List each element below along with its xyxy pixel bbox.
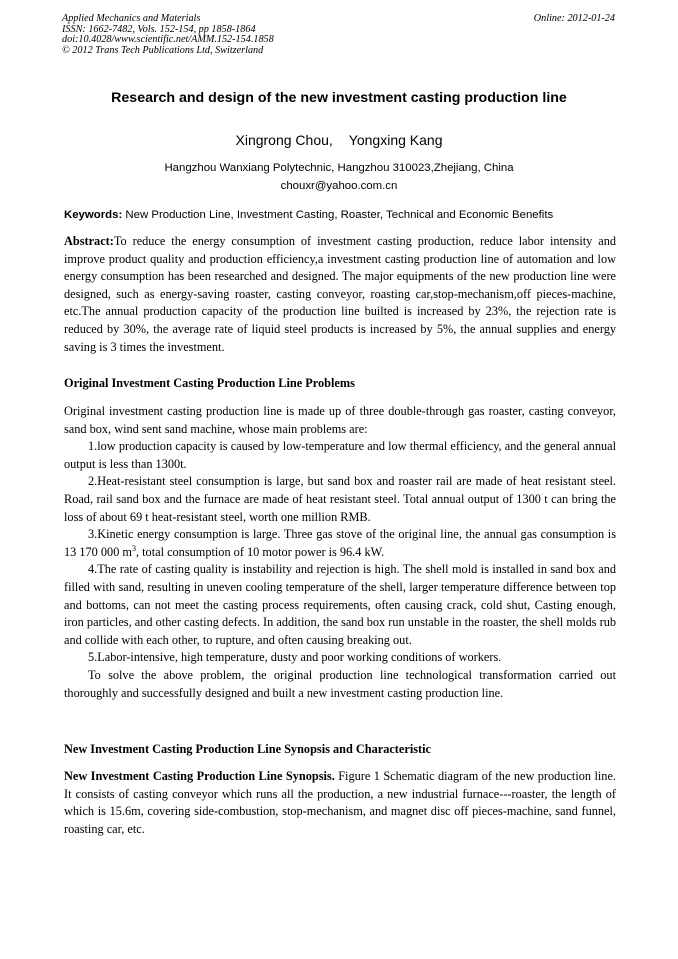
journal-header bbox=[62, 14, 615, 56]
section-heading: New Investment Casting Production Line Synopsis and Characteristic bbox=[64, 742, 431, 756]
author-name: Xingrong Chou, bbox=[235, 132, 333, 148]
email: chouxr@yahoo.com.cn bbox=[280, 180, 398, 192]
online-date: Online: 2012-01-24 bbox=[533, 13, 615, 24]
affiliation-block bbox=[20, 159, 658, 195]
list-item-text: 3.Kinetic energy consumption is large. Three gas stove of the original line, the annual gas consumption is 13 170 000 m bbox=[64, 527, 616, 559]
keywords-text: New Production Line, Investment Casting, Roaster, Technical and Economic Benefits bbox=[122, 209, 554, 221]
abstract-text: To reduce the energy consumption of investment casting production, reduce labor intensity and improve product quality and production efficiency,a investment casting production line of automation and low energy consumption has been researched and designed. The major equipments of the new production line were designed, such as energy-saving roaster, casting conveyor, roasting car,stop-mechanism,off pieces-machine, etc.The annual production capacity of the production line builted is increased by 23%, the rejection rate is reduced by 30%, the average rate of liquid steel products is increased by 5%, the annual supplies and energy saving is 3 times the investment. bbox=[64, 234, 616, 354]
author-list bbox=[20, 132, 658, 148]
list-item: 5.Labor-intensive, high temperature, dusty and poor working conditions of workers. bbox=[88, 650, 502, 665]
list-item: 1.low production capacity is caused by low-temperature and low thermal efficiency, and the general annual output is less than 1300t. bbox=[64, 439, 616, 471]
section-body bbox=[64, 768, 616, 838]
keywords bbox=[64, 209, 616, 221]
author-name: Yongxing Kang bbox=[348, 132, 443, 148]
abstract bbox=[64, 233, 616, 356]
list-item: 2.Heat-resistant steel consumption is large, but sand box and roaster rail are made of heat resistant steel. Road, rail sand box and the furnace are made of heat resistant steel. Total annual output of 1300 t can bring the loss of about 69 t heat-resistant steel, worth one million RMB. bbox=[64, 474, 616, 524]
section-heading: Original Investment Casting Production Line Problems bbox=[64, 376, 355, 390]
list-item bbox=[64, 526, 616, 561]
copyright-line: © 2012 Trans Tech Publications Ltd, Switzerland bbox=[62, 44, 264, 56]
affiliation: Hangzhou Wanxiang Polytechnic, Hangzhou 310023,Zhejiang, China bbox=[164, 162, 514, 174]
section-body bbox=[64, 403, 616, 702]
paragraph: Figure 1 Schematic diagram of the new production line. It consists of casting conveyor which runs all the production, a new industrial furnace---roaster, the length of which is 15.6m, covering side-combustion, stop-mechanism, and magnet disc off pieces-machine, sand funnel, roasting car, etc. bbox=[64, 769, 616, 836]
paragraph: Original investment casting production line is made up of three double-through gas roaster, casting conveyor, sand box, wind sent sand machine, whose main problems are: bbox=[64, 404, 616, 436]
journal-name: Applied Mechanics and Materials bbox=[62, 13, 201, 24]
subsection-label: New Investment Casting Production Line Synopsis. bbox=[64, 769, 335, 783]
doi-line: doi:10.4028/www.scientific.net/AMM.152-154.1858 bbox=[62, 34, 274, 46]
issn-line: ISSN: 1662-7482, Vols. 152-154, pp 1858-1864 bbox=[62, 23, 256, 35]
paper-title: Research and design of the new investment casting production line bbox=[111, 90, 567, 106]
keywords-label: Keywords: bbox=[64, 209, 123, 221]
paragraph: To solve the above problem, the original production line technological transformation carried out thoroughly and successfully designed and built a new investment casting production line. bbox=[64, 667, 616, 700]
superscript: 3 bbox=[131, 543, 136, 553]
list-item-text: , total consumption of 10 motor power is 96.4 kW. bbox=[135, 544, 385, 559]
abstract-label: Abstract: bbox=[64, 234, 114, 248]
list-item: 4.The rate of casting quality is instability and rejection is high. The shell mold is installed in sand box and filled with sand, resulting in uneven cooling temperature of the shell, larger temperature difference between top and bottoms, can not meet the casting process requirements, often causing crack, cold shut, Casting enough, iron particles, and other casting defects. In addition, the sand box run unstable in the roaster, the shell molds rub and collide with each other, to rupture, and often causing breaking out. bbox=[64, 562, 616, 647]
